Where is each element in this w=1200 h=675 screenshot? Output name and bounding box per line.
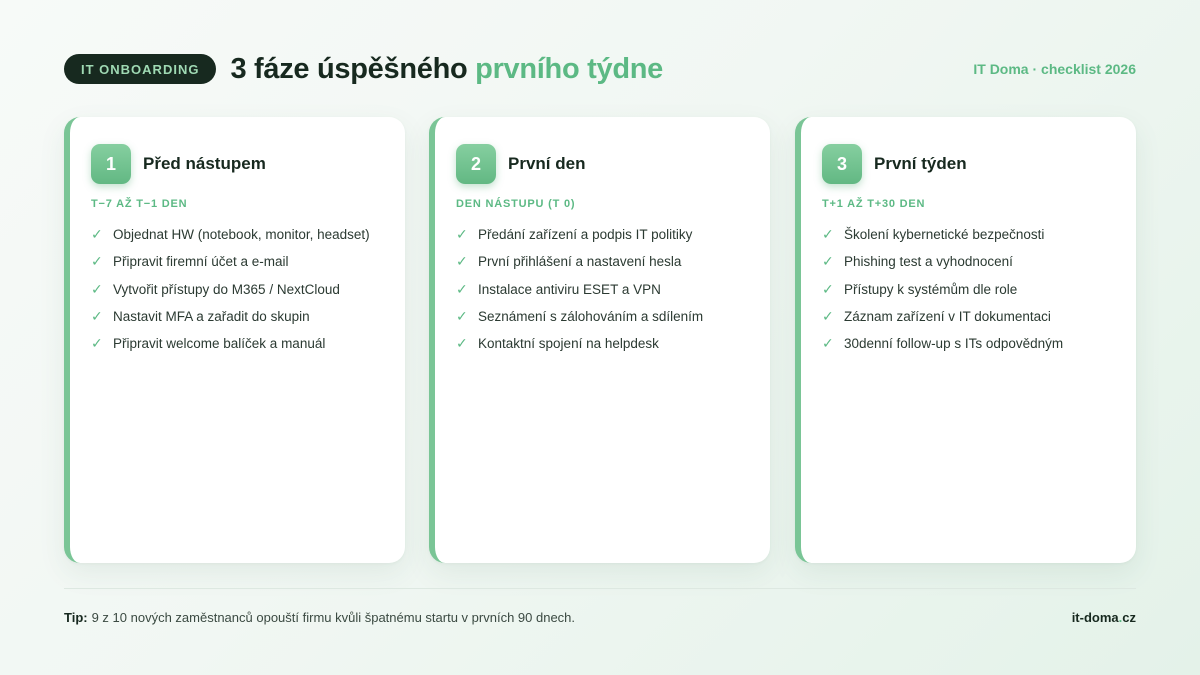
site-tld: cz	[1122, 609, 1136, 625]
phase-number: 3	[822, 144, 862, 184]
list-item	[822, 276, 1063, 303]
list-item	[822, 248, 1063, 275]
item-label: První přihlášení a nastavení hesla	[478, 254, 682, 270]
check-icon: ✓	[456, 280, 468, 297]
check-icon: ✓	[91, 253, 103, 270]
item-label: Kontaktní spojení na helpdesk	[478, 336, 659, 352]
check-icon: ✓	[91, 308, 103, 325]
list-item	[456, 330, 703, 357]
page-title	[230, 53, 663, 86]
site-link[interactable]	[1072, 610, 1136, 625]
list-item	[91, 330, 370, 357]
phase-number: 1	[91, 144, 131, 184]
item-label: Školení kybernetické bezpečnosti	[844, 227, 1045, 243]
check-icon: ✓	[822, 253, 834, 270]
title-accent: prvního týdne	[475, 52, 663, 85]
card-header	[91, 144, 266, 184]
check-icon: ✓	[822, 226, 834, 243]
item-label: Objednat HW (notebook, monitor, headset)	[113, 227, 370, 243]
header	[64, 50, 1136, 88]
check-icon: ✓	[456, 335, 468, 352]
checklist	[822, 221, 1063, 357]
check-icon: ✓	[91, 335, 103, 352]
checklist	[456, 221, 703, 357]
tip-text: 9 z 10 nových zaměstnanců opouští firmu kvůli špatnému startu v prvních 90 dnech.	[91, 609, 576, 625]
card-title: První den	[508, 154, 586, 173]
check-icon: ✓	[822, 308, 834, 325]
check-icon: ✓	[91, 280, 103, 297]
list-item	[456, 248, 703, 275]
list-item	[456, 303, 703, 330]
item-label: Instalace antiviru ESET a VPN	[478, 281, 661, 297]
check-icon: ✓	[91, 226, 103, 243]
item-label: Vytvořit přístupy do M365 / NextCloud	[113, 281, 340, 297]
check-icon: ✓	[822, 335, 834, 352]
check-icon: ✓	[456, 226, 468, 243]
list-item	[91, 276, 370, 303]
check-icon: ✓	[822, 280, 834, 297]
phase-card-1	[64, 117, 405, 563]
card-header	[456, 144, 585, 184]
list-item	[822, 330, 1063, 357]
list-item	[456, 276, 703, 303]
item-label: Phishing test a vyhodnocení	[844, 254, 1013, 270]
item-label: Přístupy k systémům dle role	[844, 281, 1018, 297]
list-item	[91, 303, 370, 330]
item-label: Připravit firemní účet a e-mail	[113, 254, 289, 270]
phase-timeframe: DEN NÁSTUPU (T 0)	[456, 198, 576, 210]
title-main: 3 fáze úspěšného	[230, 52, 476, 85]
phase-card-2	[429, 117, 770, 563]
item-label: Předání zařízení a podpis IT politiky	[478, 227, 693, 243]
item-label: Nastavit MFA a zařadit do skupin	[113, 309, 310, 325]
card-title: První týden	[874, 154, 967, 173]
phase-number: 2	[456, 144, 496, 184]
site-dot: .	[1118, 609, 1123, 625]
footer-divider	[64, 588, 1136, 589]
phase-cards	[64, 117, 1136, 563]
checklist	[91, 221, 370, 357]
check-icon: ✓	[456, 253, 468, 270]
phase-timeframe: T−7 AŽ T−1 DEN	[91, 198, 188, 210]
phase-card-3	[795, 117, 1136, 563]
brand-label: IT Doma · checklist 2026	[973, 61, 1136, 77]
phase-timeframe: T+1 AŽ T+30 DEN	[822, 198, 926, 210]
site-name: it-doma	[1071, 609, 1119, 625]
check-icon: ✓	[456, 308, 468, 325]
footer	[64, 607, 1136, 627]
item-label: Připravit welcome balíček a manuál	[113, 336, 326, 352]
category-badge: IT ONBOARDING	[64, 54, 216, 84]
list-item	[456, 221, 703, 248]
card-header	[822, 144, 967, 184]
item-label: Záznam zařízení v IT dokumentaci	[844, 309, 1051, 325]
list-item	[822, 303, 1063, 330]
card-title: Před nástupem	[143, 154, 266, 173]
item-label: Seznámení s zálohováním a sdílením	[478, 309, 704, 325]
tip-label: Tip:	[64, 609, 88, 625]
list-item	[822, 221, 1063, 248]
list-item	[91, 221, 370, 248]
item-label: 30denní follow-up s ITs odpovědným	[844, 336, 1064, 352]
list-item	[91, 248, 370, 275]
